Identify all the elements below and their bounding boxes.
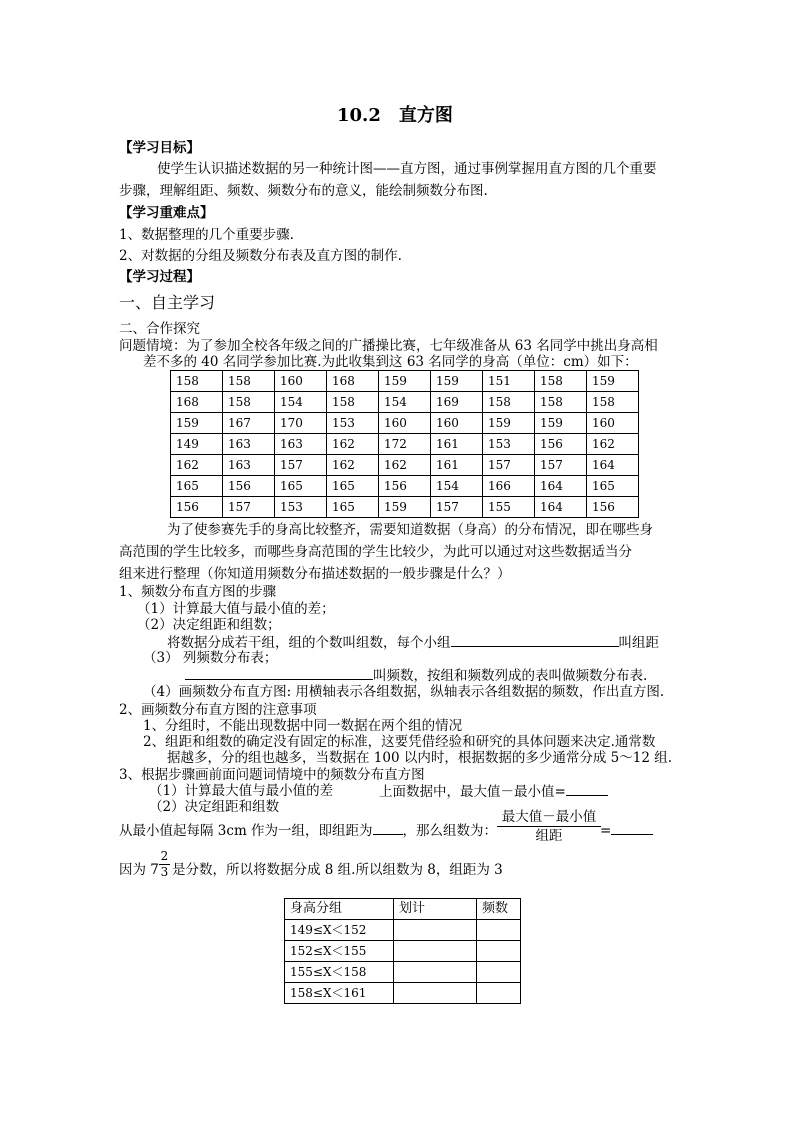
table-cell: 161 — [431, 434, 483, 455]
para-line-1: 为了使参赛先手的身高比较整齐，需要知道数据（身高）的分布情况，即在哪些身 — [167, 522, 653, 538]
table-cell: 163 — [275, 434, 327, 455]
table-cell: 161 — [431, 455, 483, 476]
table-cell: 168 — [171, 392, 223, 413]
page-title: 10.2 直方图 — [337, 105, 453, 126]
table-row — [171, 455, 639, 476]
apply-step-3-text-b: ，那么组数为： — [402, 823, 498, 839]
table-header-row — [285, 899, 521, 920]
table-cell: 160 — [379, 413, 431, 434]
table-cell: 159 — [483, 413, 535, 434]
step-2-text-b: 叫组距 — [618, 635, 659, 651]
table-cell: 154 — [431, 476, 483, 497]
group-width-answer-blank[interactable] — [373, 822, 403, 835]
table-cell: 153 — [275, 497, 327, 518]
fraction-denominator: 组距 — [535, 828, 563, 844]
table-row — [285, 920, 521, 941]
table-cell: 163 — [223, 434, 275, 455]
table-header-cell: 身高分组 — [285, 899, 394, 920]
para-line-3: 组来进行整理（你知道用频数分布描述数据的一般步骤是什么？） — [119, 566, 511, 582]
table-cell: 158 — [171, 371, 223, 392]
table-cell: 170 — [275, 413, 327, 434]
table-row — [285, 941, 521, 962]
table-cell: 159 — [171, 413, 223, 434]
table-cell: 165 — [171, 476, 223, 497]
table-cell: 156 — [535, 434, 587, 455]
frequency-cell[interactable] — [477, 983, 521, 1004]
table-row — [171, 434, 639, 455]
apply-step-1b — [379, 783, 608, 801]
table-cell: 162 — [171, 455, 223, 476]
table-cell: 172 — [379, 434, 431, 455]
table-cell: 158 — [483, 392, 535, 413]
keypoint-item-2: 2、对数据的分组及频数分布表及直方图的制作. — [119, 248, 402, 264]
table-cell: 159 — [587, 371, 639, 392]
equals-sign: = — [600, 823, 612, 839]
table-cell: 162 — [327, 434, 379, 455]
step-2-text-a: 将数据分成若干组，组的个数叫组数，每个小组 — [167, 635, 451, 651]
table-cell: 157 — [483, 455, 535, 476]
table-cell: 160 — [587, 413, 639, 434]
section-cooperation: 二、合作探究 — [119, 321, 200, 337]
table-row — [171, 413, 639, 434]
apply-equals — [600, 822, 653, 840]
group-range-cell: 158≤X＜161 — [285, 983, 394, 1004]
mixed-fraction-numerator: 2 — [160, 849, 169, 863]
frequency-table — [284, 898, 521, 1004]
goals-text-1: 使学生认识描述数据的另一种统计图——直方图，通过事例掌握用直方图的几个重要 — [157, 161, 657, 177]
notes-heading: 2、画频数分布直方图的注意事项 — [119, 702, 317, 718]
table-cell: 149 — [171, 434, 223, 455]
table-cell: 159 — [431, 371, 483, 392]
table-cell: 162 — [379, 455, 431, 476]
apply-heading: 3、根据步骤画前面问题词情境中的频数分布直方图 — [119, 767, 425, 783]
apply-step-1b-text: 上面数据中，最大值－最小值= — [379, 784, 566, 800]
table-cell: 159 — [535, 413, 587, 434]
table-header-cell: 划计 — [394, 899, 477, 920]
table-cell: 158 — [327, 392, 379, 413]
keypoints-heading: 【学习重难点】 — [119, 205, 214, 221]
table-cell: 154 — [275, 392, 327, 413]
table-row — [285, 962, 521, 983]
apply-step-1: （1）计算最大值与最小值的差 — [149, 783, 334, 799]
table-cell: 158 — [223, 392, 275, 413]
keypoint-item-1: 1、数据整理的几个重要步骤. — [119, 227, 294, 243]
step-1: （1）计算最大值与最小值的差； — [137, 601, 335, 617]
table-cell: 156 — [223, 476, 275, 497]
heights-table — [170, 370, 639, 518]
frequency-cell[interactable] — [477, 920, 521, 941]
group-width-blank[interactable] — [451, 634, 619, 647]
table-cell: 165 — [587, 476, 639, 497]
step-3-text: 叫频数，按组和频数列成的表叫做频数分布表. — [373, 668, 648, 684]
mixed-fraction-denominator: 3 — [160, 865, 169, 879]
table-cell: 162 — [587, 434, 639, 455]
step-3-detail — [185, 667, 647, 685]
table-cell: 168 — [327, 371, 379, 392]
step-4: （4）画频数分布直方图: 用横轴表示各组数据，纵轴表示各组数据的频数，作出直方图. — [143, 684, 665, 700]
table-cell: 151 — [483, 371, 535, 392]
table-cell: 165 — [327, 476, 379, 497]
table-row — [171, 476, 639, 497]
tally-cell[interactable] — [394, 962, 477, 983]
group-count-blank[interactable] — [611, 822, 653, 835]
table-cell: 156 — [587, 497, 639, 518]
table-cell: 159 — [379, 497, 431, 518]
group-range-cell: 155≤X＜158 — [285, 962, 394, 983]
tally-cell[interactable] — [394, 920, 477, 941]
table-cell: 153 — [327, 413, 379, 434]
table-cell: 169 — [431, 392, 483, 413]
table-cell: 166 — [483, 476, 535, 497]
frequency-cell[interactable] — [477, 962, 521, 983]
section-self-study: 一、自主学习 — [119, 293, 216, 312]
table-cell: 165 — [275, 476, 327, 497]
table-cell: 158 — [223, 371, 275, 392]
steps-heading: 1、频数分布直方图的步骤 — [119, 584, 277, 600]
table-cell: 157 — [275, 455, 327, 476]
table-cell: 164 — [587, 455, 639, 476]
table-cell: 158 — [587, 392, 639, 413]
goals-heading: 【学习目标】 — [119, 140, 200, 156]
table-cell: 155 — [483, 497, 535, 518]
table-cell: 160 — [275, 371, 327, 392]
frequency-blank[interactable] — [185, 667, 373, 680]
table-row — [171, 392, 639, 413]
note-2b: 据越多，分的组也越多，当数据在 100 以内时，根据数据的多少通常分成 5～12 组. — [167, 750, 672, 766]
apply-step-4 — [119, 862, 159, 879]
table-cell: 158 — [535, 371, 587, 392]
table-cell: 159 — [379, 371, 431, 392]
table-cell: 167 — [223, 413, 275, 434]
range-blank[interactable] — [566, 783, 608, 796]
tally-cell[interactable] — [394, 983, 477, 1004]
group-range-cell: 149≤X＜152 — [285, 920, 394, 941]
table-cell: 163 — [223, 455, 275, 476]
step-2: （2）决定组距和组数； — [137, 617, 281, 633]
table-cell: 157 — [431, 497, 483, 518]
goals-text-2: 步骤，理解组距、频数、频数分布的意义，能绘制频数分布图. — [119, 183, 488, 199]
group-count-fraction — [497, 809, 601, 846]
note-2a: 2、组距和组数的确定没有固定的标准，这要凭借经验和研究的具体问题来决定.通常数 — [143, 734, 656, 750]
apply-step-3-text-a: 从最小值起每隔 3cm 作为一组，即组距为 — [119, 823, 373, 839]
table-cell: 157 — [535, 455, 587, 476]
table-cell: 165 — [327, 497, 379, 518]
table-cell: 156 — [379, 476, 431, 497]
note-1: 1、分组时，不能出现数据中同一数据在两个组的情况 — [143, 718, 463, 734]
table-cell: 160 — [431, 413, 483, 434]
tally-cell[interactable] — [394, 941, 477, 962]
table-cell: 154 — [379, 392, 431, 413]
apply-step-4-post: 是分数，所以将数据分成 8 组.所以组数为 8，组距为 3 — [172, 862, 503, 878]
group-range-cell: 152≤X＜155 — [285, 941, 394, 962]
apply-step-2: （2）决定组距和组数 — [149, 799, 280, 815]
mixed-fraction — [159, 849, 170, 880]
process-heading: 【学习过程】 — [119, 269, 200, 285]
fraction-numerator: 最大值－最小值 — [501, 809, 597, 825]
table-cell: 156 — [171, 497, 223, 518]
problem-line-2: 差不多的 40 名同学参加比赛.为此收集到这 63 名同学的身高（单位：cm）如下： — [143, 354, 638, 370]
problem-line-1: 问题情境：为了参加全校各年级之间的广播操比赛，七年级准备从 63 名同学中挑出身高相 — [119, 338, 658, 354]
table-cell: 158 — [535, 392, 587, 413]
frequency-cell[interactable] — [477, 941, 521, 962]
apply-step-4-pre: 因为 7 — [119, 862, 159, 878]
table-row — [171, 497, 639, 518]
table-row — [171, 371, 639, 392]
para-line-2: 高范围的学生比较多，而哪些身高范围的学生比较少，为此可以通过对这些数据适当分 — [119, 544, 632, 560]
table-cell: 157 — [223, 497, 275, 518]
step-3: （3） 列频数分布表； — [143, 650, 278, 666]
table-cell: 162 — [327, 455, 379, 476]
apply-step-3 — [119, 822, 497, 840]
table-row — [285, 983, 521, 1004]
table-header-cell: 频数 — [477, 899, 521, 920]
table-cell: 164 — [535, 476, 587, 497]
table-cell: 153 — [483, 434, 535, 455]
table-cell: 164 — [535, 497, 587, 518]
